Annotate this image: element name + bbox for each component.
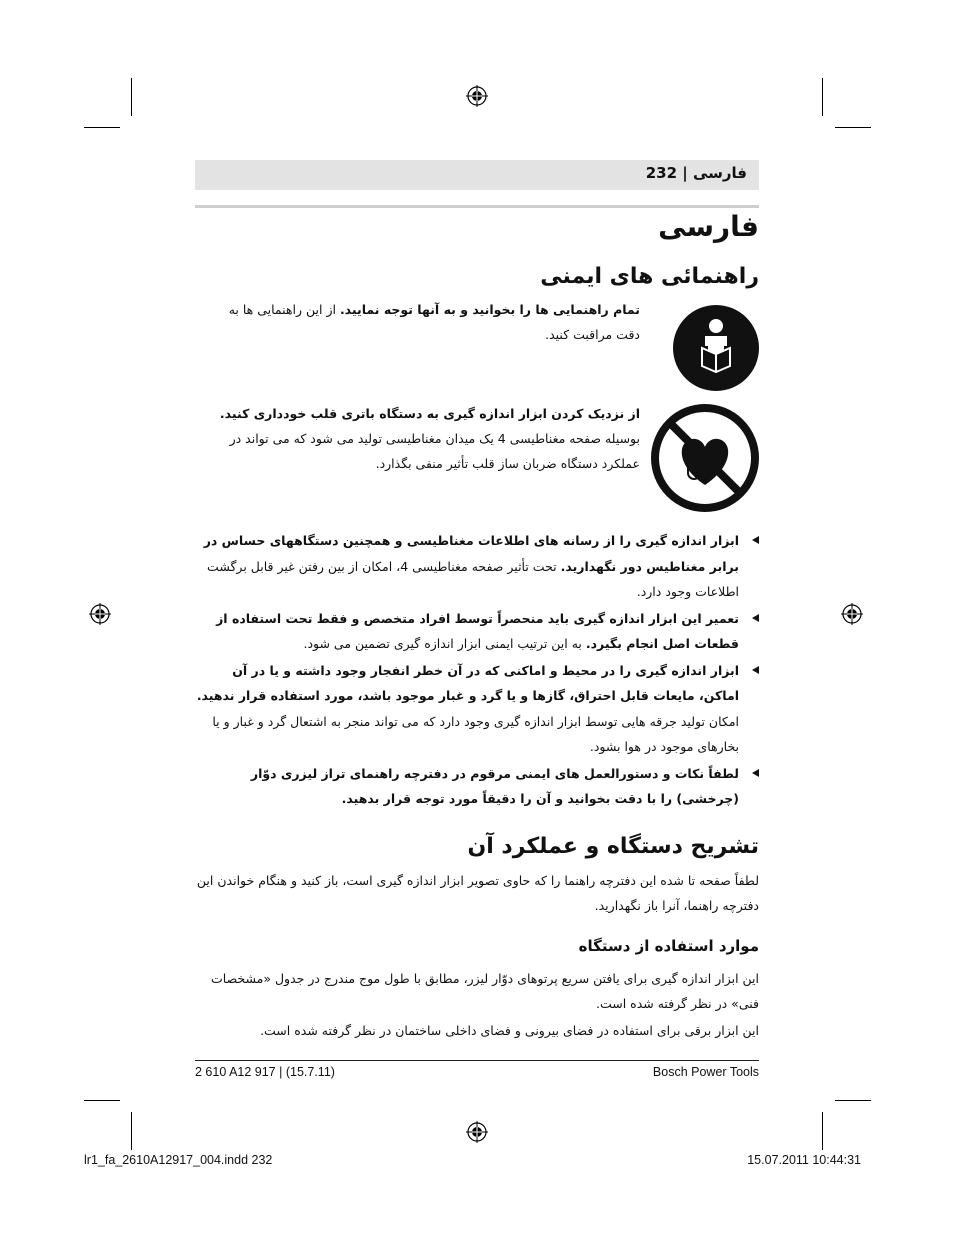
usage-heading: موارد استفاده از دستگاه xyxy=(578,937,759,955)
description-intro: لطفاً صفحه تا شده این دفترچه راهنما را که حاوی تصویر ابزار اندازه گیری است، باز کنید و هنگام خواندن این دفترچه راهنما، آنرا باز نگهدارید. xyxy=(196,873,759,913)
footer-divider xyxy=(195,1060,759,1061)
crop-mark xyxy=(84,127,120,128)
crop-mark xyxy=(131,1112,132,1150)
list-item: ابزار اندازه گیری را از رسانه های اطلاعات مغناطیسی و همچنین دستگاههای حساس در برابر مغناطیس دور نگهدارید. تحت تأثیر صفحه مغناطیسی 4، امکان از بین رفتن غیر قابل برگشت اطلاعات وجود دارد. xyxy=(193,528,759,605)
header-text: فارسی | 232 xyxy=(645,164,747,182)
description-heading: تشریح دستگاه و عملکرد آن xyxy=(467,834,759,859)
read-manual-icon xyxy=(672,304,760,392)
registration-mark-icon xyxy=(89,603,111,625)
footer-brand: Bosch Power Tools xyxy=(652,1065,759,1079)
safety-item-2-bold: از نزدیک کردن ابزار اندازه گیری به دستگاه باتری قلب خودداری کنید. xyxy=(219,406,640,421)
crop-mark xyxy=(131,78,132,116)
list-item: تعمیر این ابزار اندازه گیری باید منحصراً توسط افراد متخصص و فقط تحت استفاده از قطعات اصل انجام بگیرد. به این ترتیب ایمنی ابزار اندازه گیری تضمین می شود. xyxy=(193,606,759,657)
header-language: فارسی xyxy=(692,164,747,182)
list-item: ابزار اندازه گیری را در محیط و اماکنی که در آن خطر انفجار وجود داشته و یا در آن اماکن، مایعات قابل احتراق، گازها و یا گرد و غبار موجود باشد، مورد استفاده قرار ندهید. امکان تولید جرقه هایی توسط ابزار اندازه گیری وجود دارد که می تواند منجر به اشتعال گرد و غبار و یا بخارهای موجود در هوا بشود. xyxy=(193,658,759,760)
usage-paragraph-1: این ابزار اندازه گیری برای یافتن سریع پرتوهای دوّار لیزر، مطابق با طول موج مندرج در جدول «مشخصات فنی» در نظر گرفته شده است. xyxy=(211,971,759,1011)
safety-item-1 xyxy=(210,297,640,347)
list-item: لطفاً نکات و دستورالعمل های ایمنی مرقوم در دفترچه راهنمای تراز لیزری دوّار (چرخشی) را با دقت بخوانید و آن را دقیقاً مورد توجه قرار بدهید. xyxy=(193,761,759,812)
page-title: فارسی xyxy=(658,210,759,243)
registration-mark-icon xyxy=(466,85,488,107)
safety-heading: راهنمائی های ایمنی xyxy=(540,264,759,289)
slug-timestamp: 15.07.2011 10:44:31 xyxy=(747,1153,861,1167)
header-divider xyxy=(195,205,759,208)
crop-mark xyxy=(822,78,823,116)
safety-item-1-bold: تمام راهنمایی ها را بخوانید و به آنها توجه نمایید. xyxy=(339,302,640,317)
registration-mark-icon xyxy=(466,1121,488,1143)
page-header xyxy=(195,160,759,190)
safety-bullet-list xyxy=(193,528,759,813)
crop-mark xyxy=(835,127,871,128)
crop-mark xyxy=(84,1100,120,1101)
crop-mark xyxy=(835,1100,871,1101)
footer-doc-number: 2 610 A12 917 | (15.7.11) xyxy=(195,1065,335,1079)
usage-paragraph-2: این ابزار برقی برای استفاده در فضای بیرونی و فضای داخلی ساختمان در نظر گرفته شده است. xyxy=(260,1023,759,1038)
safety-item-1-text: از این راهنمایی ها به دقت مراقبت کنید. xyxy=(228,302,640,342)
no-pacemaker-icon xyxy=(650,403,760,513)
crop-mark xyxy=(822,1112,823,1150)
registration-mark-icon xyxy=(841,603,863,625)
safety-item-2-text: بوسیله صفحه مغناطیسی 4 یک میدان مغناطیسی تولید می شود که می تواند در عملکرد دستگاه ضربان ساز قلب تأثیر منفی بگذارد. xyxy=(229,431,640,471)
slug-file-name: lr1_fa_2610A12917_004.indd 232 xyxy=(84,1153,273,1167)
page-number: 232 xyxy=(645,164,678,182)
safety-item-2 xyxy=(200,401,640,476)
